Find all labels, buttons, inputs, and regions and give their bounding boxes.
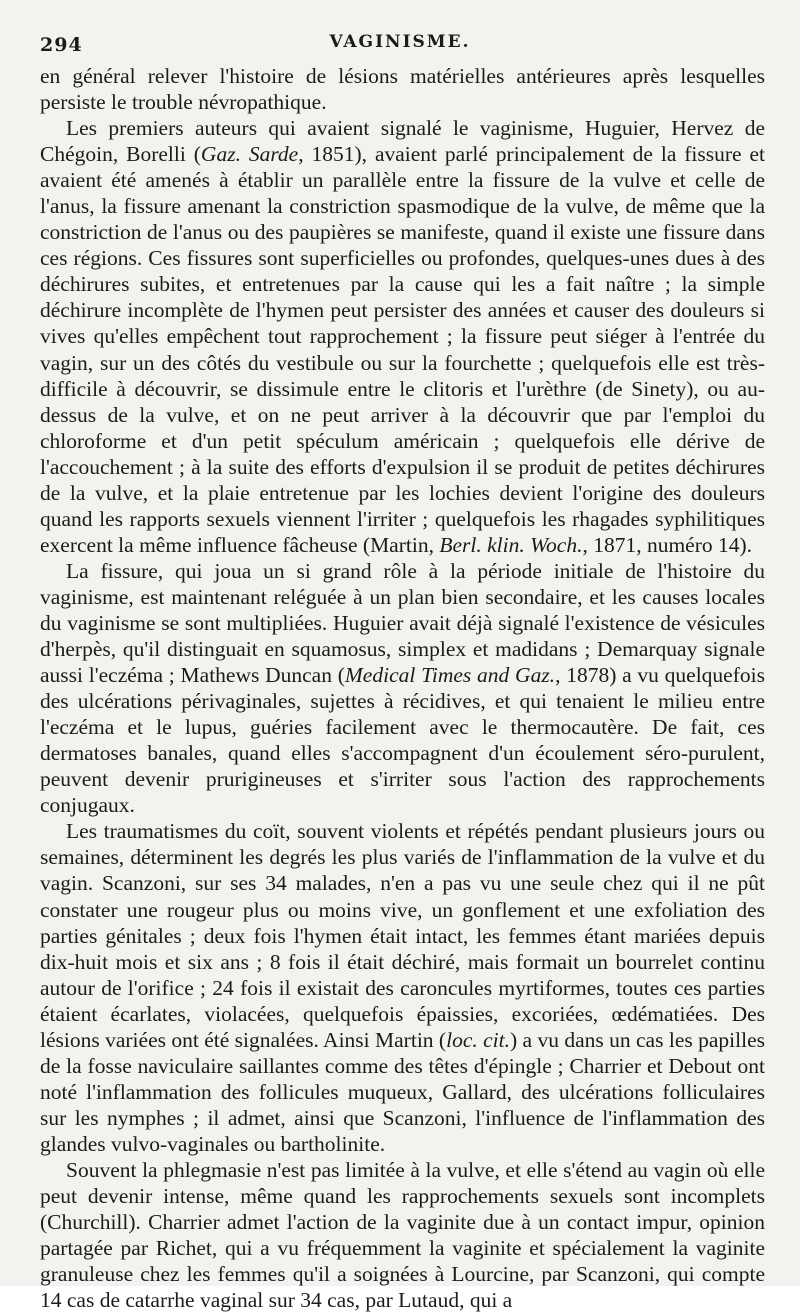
text-run: Les premiers auteurs qui avaient signalé le vaginisme, Huguier, Hervez de Chégoin, Borelli ( (40, 116, 765, 167)
paragraph-5 (40, 1157, 765, 1313)
paragraph-4 (40, 818, 765, 1157)
running-head: VAGINISME. (329, 32, 471, 52)
text-run: en général relever l'histoire de lésions matérielles antérieures après lesquelles persiste le trouble névropathique. (40, 64, 765, 115)
text-run: ) a vu dans un cas les papilles de la fosse naviculaire saillantes comme des têtes d'épingle ; Charrier et Debout ont noté l'inflammation des follicules muqueux, Gallard, des ulcérations folliculaires sur les nymphes ; il admet, ainsi que Scanzoni, l'influence de l'inflammation des glandes vulvo-vaginales ou bartholinite. (40, 1027, 765, 1156)
body-text (40, 63, 765, 1313)
text-run: , 1851), avaient parlé principalement de la fissure et avaient été amenés à établir un parallèle entre la fissure de la vulve et celle de l'anus, la fissure amenant la constriction spasmodique de la vulve, de même que la constriction de l'anus ou des paupières se manifeste, quand il existe une fissure dans ces régions. Ces fissures sont superficielles ou profondes, quelques-unes dues à des déchirures subites, et entretenues par la cause qui les a fait naître ; la simple déchirure incomplète de l'hymen peut persister des années et causer des douleurs si vives qu'elles empêchent tout rapprochement ; la fissure peut siéger à l'entrée du vagin, sur un des côtés du vestibule ou sur la fourchette ; quelquefois elle est très-difficile à découvrir, se dissimule entre le clitoris et l'urèthre (de Sinety), ou au-dessus de la vulve, et on ne peut arriver à la découvrir que par l'emploi du chloroforme et d'un petit spéculum américain ; quelquefois elle dérive de l'accouchement ; à la suite des efforts d'expulsion il se produit de petites déchirures de la vulve, et la plaie entretenue par les lochies devient l'origine des douleurs quand les rapports sexuels viennent l'irriter ; quelquefois les rhagades syphilitiques exercent la même influence fâcheuse (Martin, (40, 142, 766, 557)
paragraph-2 (40, 115, 765, 558)
text-run: La fissure, qui joua un si grand rôle à la période initiale de l'histoire du vaginisme, est maintenant reléguée à un plan bien secondaire, et les causes locales du vaginisme se sont multipliées. Huguier avait déjà signalé l'existence de vésicules d'herpès, qu'il distinguait en squamosus, simplex et madidans ; Demarquay signale aussi l'eczéma ; Mathews Duncan ( (40, 558, 765, 688)
page-number: 294 (40, 34, 83, 56)
paragraph-3 (40, 558, 765, 818)
text-run: , 1878) a vu quelquefois des ulcérations périvaginales, sujettes à récidives, et qui tenaient le milieu entre l'eczéma et le lupus, guéries facilement avec le thermocautère. De fait, ces dermatoses banales, quand elles s'accompagnent d'un écoulement séro-purulent, peuvent devenir prurigineuses et s'irriter sous l'action des rapprochements conjugaux. (40, 663, 765, 818)
paragraph-1 (40, 63, 765, 115)
citation-italic: loc. cit. (446, 1027, 510, 1052)
citation-italic: Medical Times and Gaz. (344, 663, 556, 688)
citation-italic: Gaz. Sarde (200, 142, 299, 167)
text-run: Souvent la phlegmasie n'est pas limitée à la vulve, et elle s'étend au vagin où elle peut devenir intense, même quand les rapprochements sexuels sont incomplets (Churchill). Charrier admet l'action de la vaginite due à un contact impur, opinion partagée par Richet, qui a vu fréquemment la vaginite et spécialement la vaginite granuleuse chez les femmes qu'il a soignées à Lourcine, par Scanzoni, qui compte 14 cas de catarrhe vaginal sur 34 cas, par Lutaud, qui a (40, 1157, 765, 1313)
citation-italic: Berl. klin. Woch. (439, 532, 583, 557)
text-run: Les traumatismes du coït, souvent violents et répétés pendant plusieurs jours ou semaines, déterminent les degrés les plus variés de l'inflammation de la vulve et du vagin. Scanzoni, sur ses 34 malades, n'en a pas vu une seule chez qui il ne pût constater une rougeur plus ou moins vive, un gonflement et une exfoliation des parties génitales ; deux fois l'hymen était intact, les femmes étant mariées depuis dix-huit mois et six ans ; 8 fois il était déchiré, mais formait un bourrelet continu autour de l'orifice ; 24 fois il existait des caroncules myrtiformes, toutes ces parties étaient écarlates, violacées, quelquefois épaissies, excoriées, œdématiées. Des lésions variées ont été signalées. Ainsi Martin ( (40, 819, 765, 1052)
text-run: , 1871, numéro 14). (582, 532, 753, 557)
